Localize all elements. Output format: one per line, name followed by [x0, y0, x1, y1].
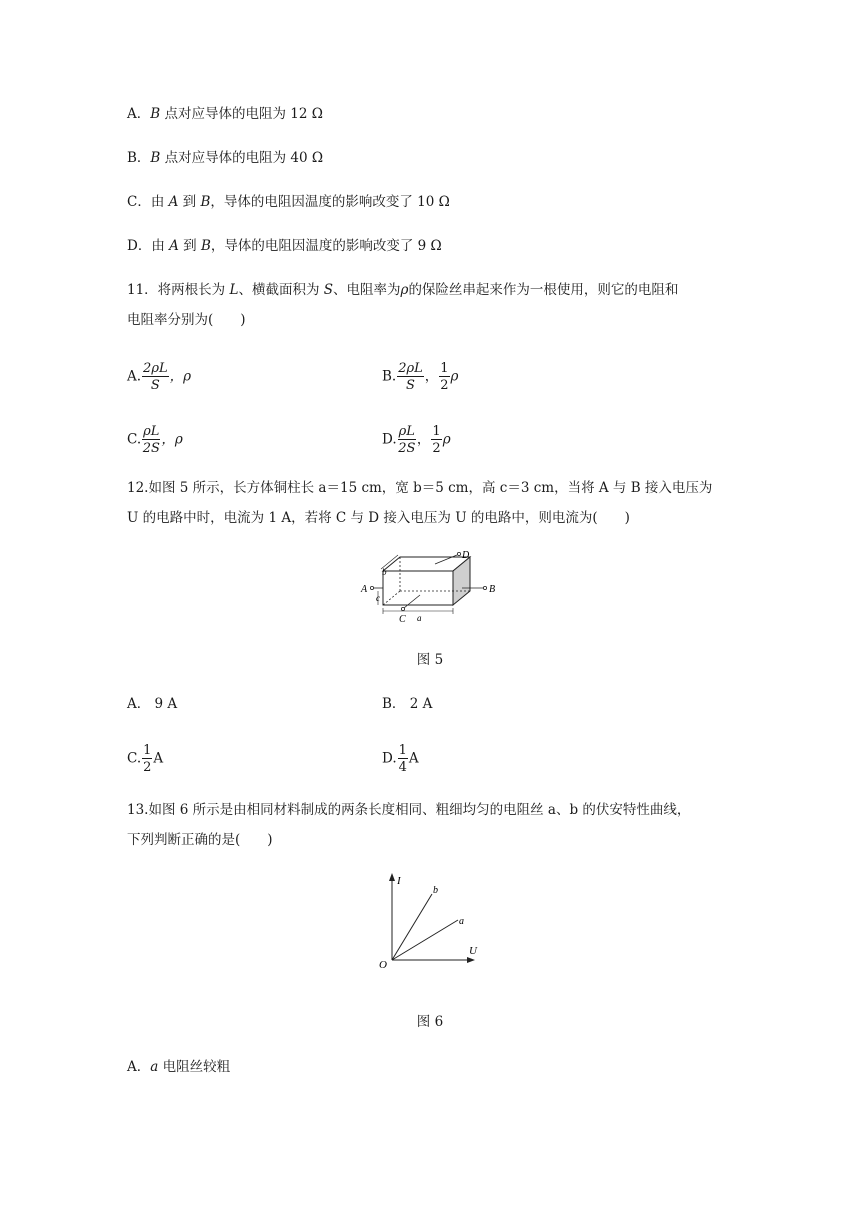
option-tail: A: [153, 750, 164, 767]
q13-option-a: [127, 1057, 230, 1077]
fraction: [398, 425, 416, 455]
label-a-terminal: A: [361, 584, 368, 595]
line-a-label: a: [459, 916, 464, 927]
fraction: [398, 744, 408, 774]
option-text: 点对应导体的电阻为 40 Ω: [160, 150, 324, 166]
axis-label-i: I: [397, 875, 401, 887]
numerator: 1: [440, 361, 449, 376]
q11-option-c: [127, 425, 183, 455]
denominator: S: [406, 378, 415, 393]
option-tail: A: [408, 750, 419, 767]
figure-5-cuboid: [355, 545, 505, 625]
option-label: B．: [127, 150, 151, 166]
q11-text: 的保险丝串起来作为一根使用，则它的电阻和: [408, 282, 679, 298]
figure-6-caption: 图 6: [416, 1014, 444, 1030]
denominator: 4: [398, 760, 407, 775]
q10-option-a: [127, 104, 323, 124]
q12-option-c: [127, 744, 163, 774]
option-var: A: [169, 238, 179, 254]
option-var: B: [200, 194, 211, 210]
fraction: [142, 744, 152, 774]
option-label: C.: [127, 750, 142, 767]
q11-option-b: [382, 362, 458, 392]
denominator: 2S: [142, 441, 160, 456]
fraction: [397, 362, 424, 392]
option-label: C．由: [127, 194, 169, 210]
option-label: C.: [127, 431, 142, 448]
label-c-terminal: C: [399, 614, 406, 625]
option-label: A.: [127, 368, 142, 385]
q13-stem-line2: 下列判断正确的是( ): [127, 832, 273, 848]
denominator: S: [150, 378, 160, 393]
option-text: 到: [178, 238, 201, 254]
option-label: D．由: [127, 238, 170, 254]
figure-5-caption: 图 5: [416, 652, 444, 668]
option-var: B: [150, 150, 161, 166]
numerator: ρL: [143, 424, 160, 439]
denominator: 2S: [398, 441, 416, 456]
option-label: D.: [382, 750, 397, 767]
fraction: [431, 425, 441, 455]
q12-stem-line1: 12.如图 5 所示，长方体铜柱长 a＝15 cm，宽 b＝5 cm，高 c＝3 cm，当将 A 与 B 接入电压为: [127, 480, 713, 496]
fraction: [142, 425, 160, 455]
option-text: 点对应导体的电阻为 12 Ω: [160, 106, 323, 122]
option-tail: ，ρ: [161, 431, 183, 448]
fraction: [142, 362, 169, 392]
label-b-dimension: b: [382, 567, 387, 577]
option-tail: ，: [424, 368, 439, 385]
q11-stem-line2: 电阻率分别为( ): [127, 312, 246, 328]
q13-stem-line1: 13.如图 6 所示是由相同材料制成的两条长度相同、粗细均匀的电阻丝 a、b 的伏安特性曲线，: [127, 802, 691, 818]
axis-label-u: U: [469, 945, 477, 957]
option-var: B: [150, 106, 161, 122]
denominator: 2: [432, 441, 441, 456]
option-var: A: [168, 194, 179, 210]
numerator: 2ρL: [398, 361, 423, 376]
numerator: 2ρL: [143, 361, 168, 376]
option-label: A．: [127, 1059, 151, 1075]
label-b-terminal: B: [489, 584, 496, 595]
option-label: B.: [382, 368, 397, 385]
q12-option-a: A． 9 A: [127, 696, 178, 712]
label-a-dimension: a: [417, 613, 422, 623]
label-d-terminal: D: [462, 550, 470, 561]
q12-option-d: [382, 744, 419, 774]
denominator: 2: [143, 760, 152, 775]
option-tail: ，ρ: [169, 368, 192, 385]
option-tail: ρ: [442, 431, 451, 448]
figure-6-iu-graph: [372, 868, 484, 972]
q12-option-b: B． 2 A: [382, 696, 433, 712]
option-var: B: [200, 238, 211, 254]
option-tail: ρ: [450, 368, 459, 385]
numerator: 1: [432, 424, 441, 439]
option-label: D.: [382, 431, 397, 448]
q11-text: 、横截面积为: [238, 282, 324, 298]
q10-option-b: [127, 148, 323, 168]
numerator: 1: [143, 743, 152, 758]
q11-var-s: S: [323, 282, 333, 298]
option-var: a: [150, 1059, 159, 1075]
q11-option-d: [382, 425, 451, 455]
label-c-dimension: c: [376, 593, 380, 603]
q11-text: 、电阻率为: [333, 282, 401, 298]
numerator: 1: [398, 743, 407, 758]
q10-option-d: [127, 236, 442, 256]
line-b-label: b: [433, 885, 438, 896]
denominator: 2: [440, 378, 449, 393]
q10-option-c: [127, 192, 450, 212]
option-text: ，导体的电阻因温度的影响改变了 10 Ω: [210, 194, 450, 210]
option-label: A．: [127, 106, 151, 122]
q12-stem-line2: U 的电路中时，电流为 1 A，若将 C 与 D 接入电压为 U 的电路中，则电流为( ): [127, 510, 630, 526]
q11-option-a: [127, 362, 191, 392]
q11-stem-line1: [127, 280, 678, 300]
option-text: 电阻丝较粗: [158, 1059, 231, 1075]
option-tail: ，: [416, 431, 431, 448]
fraction: [439, 362, 449, 392]
q11-var-rho: ρ: [400, 282, 409, 298]
option-text: 到: [178, 194, 201, 210]
q11-var-l: L: [229, 282, 239, 298]
numerator: ρL: [398, 424, 415, 439]
q11-text: 11．将两根长为: [127, 282, 230, 298]
origin-label: O: [379, 959, 387, 971]
option-text: ，导体的电阻因温度的影响改变了 9 Ω: [210, 238, 442, 254]
